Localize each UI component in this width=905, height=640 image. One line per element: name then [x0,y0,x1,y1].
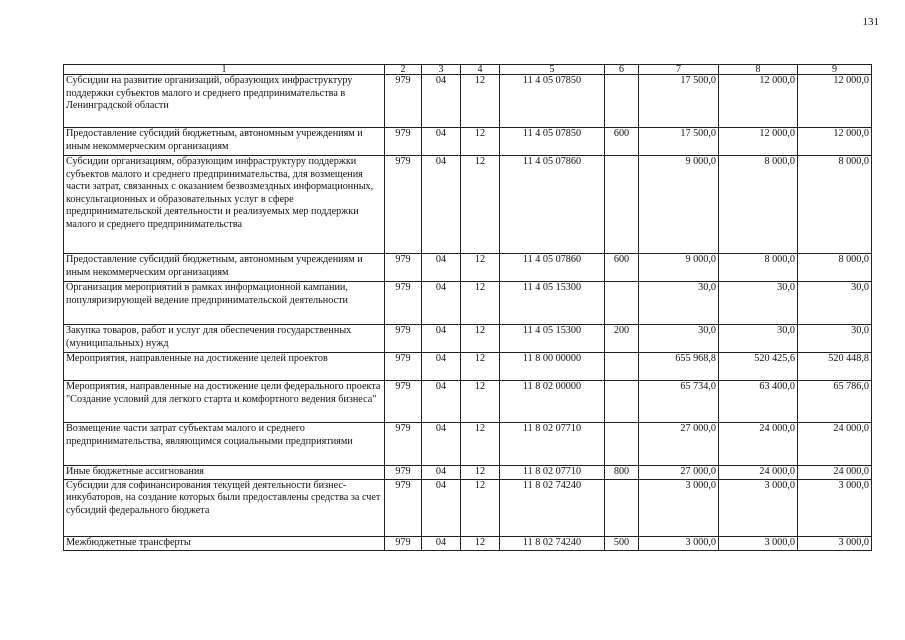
row-rz: 04 [422,466,461,480]
row-value-8: 8 000,0 [719,254,798,282]
row-value-7: 655 968,8 [639,353,719,381]
row-value-7: 30,0 [639,325,719,353]
header-cell: 2 [385,65,422,75]
table-row [64,536,872,550]
row-csr: 11 4 05 07860 [500,254,605,282]
row-value-9: 520 448,8 [798,353,872,381]
row-grbs: 979 [385,423,422,466]
header-row [64,65,872,75]
table-row [64,353,872,381]
table-row [64,479,872,536]
row-grbs: 979 [385,381,422,423]
row-vr [605,381,639,423]
row-name: Возмещение части затрат субъектам малого и среднего предпринимательства, являющимся социальными предприятиями [64,423,385,466]
row-rz: 04 [422,254,461,282]
row-value-7: 65 734,0 [639,381,719,423]
row-name: Субсидии для софинансирования текущей деятельности бизнес-инкубаторов, на создание которых были предоставлены средства за счет субсидий федерального бюджета [64,479,385,536]
header-cell: 5 [500,65,605,75]
row-csr: 11 8 02 00000 [500,381,605,423]
budget-table [63,64,872,551]
row-csr: 11 4 05 07850 [500,128,605,156]
header-cell: 9 [798,65,872,75]
row-grbs: 979 [385,75,422,128]
row-name: Межбюджетные трансферты [64,536,385,550]
table-row [64,254,872,282]
row-value-7: 17 500,0 [639,128,719,156]
row-value-7: 27 000,0 [639,423,719,466]
row-value-8: 3 000,0 [719,536,798,550]
row-vr [605,75,639,128]
row-value-8: 30,0 [719,325,798,353]
row-value-9: 30,0 [798,325,872,353]
row-csr: 11 4 05 07860 [500,156,605,254]
row-vr: 800 [605,466,639,480]
row-name: Иные бюджетные ассигнования [64,466,385,480]
row-value-9: 30,0 [798,282,872,325]
row-vr: 500 [605,536,639,550]
row-value-9: 24 000,0 [798,423,872,466]
row-pr: 12 [461,479,500,536]
row-value-7: 27 000,0 [639,466,719,480]
row-value-7: 3 000,0 [639,479,719,536]
row-value-7: 3 000,0 [639,536,719,550]
row-value-7: 9 000,0 [639,156,719,254]
header-cell: 6 [605,65,639,75]
row-value-9: 3 000,0 [798,536,872,550]
row-csr: 11 8 00 00000 [500,353,605,381]
row-name: Предоставление субсидий бюджетным, автономным учреждениям и иным некоммерческим организациям [64,254,385,282]
row-csr: 11 4 05 15300 [500,282,605,325]
table-row [64,381,872,423]
row-rz: 04 [422,536,461,550]
row-pr: 12 [461,156,500,254]
row-grbs: 979 [385,353,422,381]
row-value-8: 8 000,0 [719,156,798,254]
row-value-8: 30,0 [719,282,798,325]
row-value-8: 24 000,0 [719,423,798,466]
row-value-9: 8 000,0 [798,254,872,282]
row-value-9: 12 000,0 [798,75,872,128]
row-value-7: 17 500,0 [639,75,719,128]
row-name: Субсидии на развитие организаций, образующих инфраструктуру поддержки субъектов малого и среднего предпринимательства в Ленинградской области [64,75,385,128]
row-pr: 12 [461,381,500,423]
row-pr: 12 [461,536,500,550]
table-row [64,156,872,254]
row-rz: 04 [422,282,461,325]
row-pr: 12 [461,466,500,480]
row-vr: 600 [605,254,639,282]
table-row [64,128,872,156]
row-csr: 11 8 02 74240 [500,479,605,536]
header-cell: 3 [422,65,461,75]
row-name: Мероприятия, направленные на достижение целей проектов [64,353,385,381]
row-vr [605,353,639,381]
row-value-8: 12 000,0 [719,75,798,128]
row-value-8: 3 000,0 [719,479,798,536]
row-pr: 12 [461,282,500,325]
row-rz: 04 [422,353,461,381]
row-grbs: 979 [385,536,422,550]
row-pr: 12 [461,128,500,156]
row-csr: 11 4 05 07850 [500,75,605,128]
row-vr [605,156,639,254]
row-pr: 12 [461,325,500,353]
row-grbs: 979 [385,479,422,536]
row-value-9: 65 786,0 [798,381,872,423]
row-value-7: 30,0 [639,282,719,325]
row-grbs: 979 [385,254,422,282]
row-vr: 600 [605,128,639,156]
row-name: Закупка товаров, работ и услуг для обеспечения государственных (муниципальных) нужд [64,325,385,353]
row-grbs: 979 [385,325,422,353]
row-rz: 04 [422,381,461,423]
table-row [64,325,872,353]
row-vr [605,282,639,325]
header-cell: 7 [639,65,719,75]
row-grbs: 979 [385,466,422,480]
row-csr: 11 4 05 15300 [500,325,605,353]
row-vr [605,423,639,466]
row-value-8: 63 400,0 [719,381,798,423]
row-pr: 12 [461,423,500,466]
row-rz: 04 [422,479,461,536]
row-pr: 12 [461,353,500,381]
row-value-9: 3 000,0 [798,479,872,536]
row-value-9: 8 000,0 [798,156,872,254]
table-row [64,423,872,466]
table-row [64,75,872,128]
row-vr: 200 [605,325,639,353]
row-value-9: 24 000,0 [798,466,872,480]
row-rz: 04 [422,128,461,156]
row-rz: 04 [422,75,461,128]
row-csr: 11 8 02 07710 [500,423,605,466]
row-value-8: 12 000,0 [719,128,798,156]
table-row [64,466,872,480]
row-name: Субсидии организациям, образующим инфраструктуру поддержки субъектов малого и среднего предпринимательства, для возмещения части затрат, связанных с оказанием безвозмездных информационных, консультационных и образовательных услуг в сфере предпринимательской деятельности и реализуемых мер поддержки малого и среднего предпринимательства [64,156,385,254]
row-rz: 04 [422,423,461,466]
row-pr: 12 [461,75,500,128]
page-number: 131 [862,16,879,28]
header-cell: 4 [461,65,500,75]
row-value-8: 520 425,6 [719,353,798,381]
row-grbs: 979 [385,128,422,156]
row-value-7: 9 000,0 [639,254,719,282]
row-rz: 04 [422,325,461,353]
row-vr [605,479,639,536]
table-row [64,282,872,325]
row-name: Организация мероприятий в рамках информационной кампании, популяризирующей ведение предпринимательской деятельности [64,282,385,325]
row-rz: 04 [422,156,461,254]
row-name: Предоставление субсидий бюджетным, автономным учреждениям и иным некоммерческим организациям [64,128,385,156]
row-csr: 11 8 02 07710 [500,466,605,480]
row-grbs: 979 [385,282,422,325]
header-cell: 1 [64,65,385,75]
header-cell: 8 [719,65,798,75]
row-name: Мероприятия, направленные на достижение цели федерального проекта "Создание условий для легкого старта и комфортного ведения бизнеса" [64,381,385,423]
row-csr: 11 8 02 74240 [500,536,605,550]
row-value-9: 12 000,0 [798,128,872,156]
row-grbs: 979 [385,156,422,254]
row-pr: 12 [461,254,500,282]
row-value-8: 24 000,0 [719,466,798,480]
